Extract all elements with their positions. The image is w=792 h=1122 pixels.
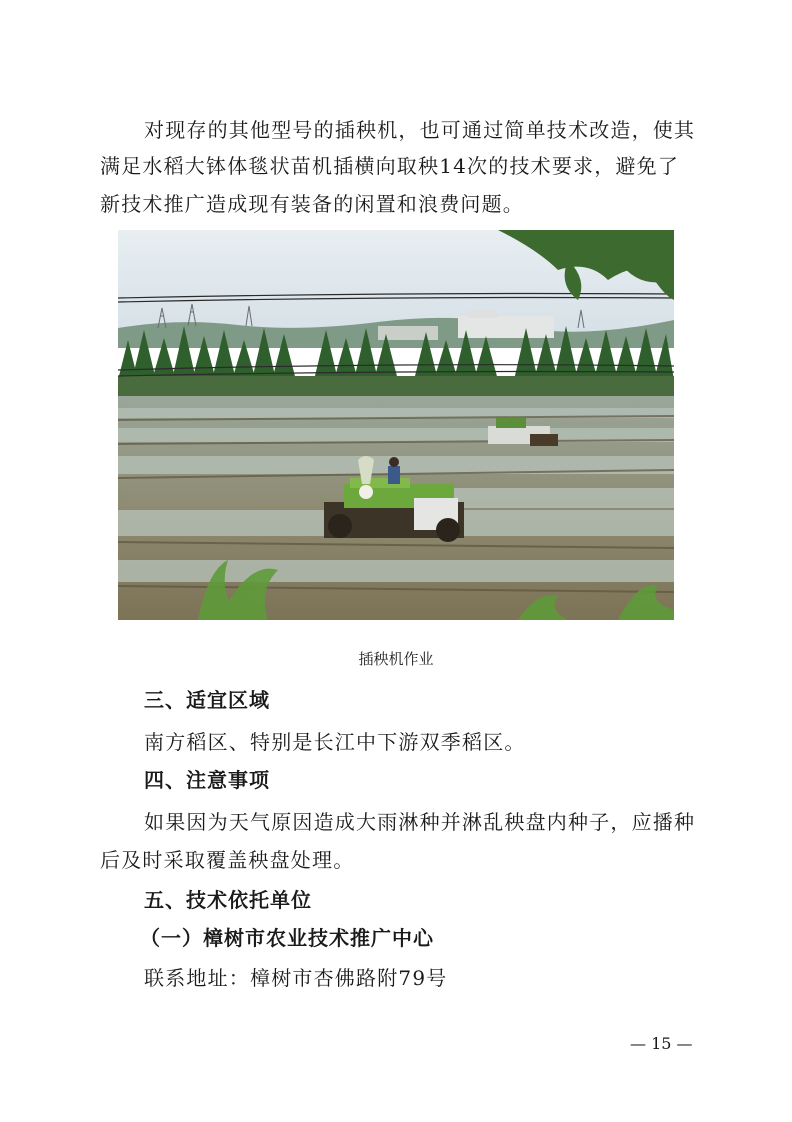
section-5-sub-1: （一）樟树市农业技术推广中心 <box>140 926 434 950</box>
figure-caption: 插秧机作业 <box>358 650 434 668</box>
section-3-heading: 三、适宜区域 <box>144 688 270 712</box>
intro-line-3: 新技术推广造成现有装备的闲置和浪费问题。 <box>100 192 524 216</box>
section-5-contact: 联系地址：樟树市杏佛路附79号 <box>144 966 448 990</box>
intro-line-2: 满足水稻大钵体毯状苗机插横向取秧14次的技术要求，避免了 <box>100 154 680 178</box>
section-4-body-line-1: 如果因为天气原因造成大雨淋种并淋乱秧盘内种子，应播种 <box>144 810 696 834</box>
section-3-body: 南方稻区、特别是长江中下游双季稻区。 <box>144 730 526 754</box>
section-4-heading: 四、注意事项 <box>144 768 270 792</box>
intro-line-1: 对现存的其他型号的插秧机，也可通过简单技术改造，使其 <box>144 118 696 142</box>
section-4-body-line-2: 后及时采取覆盖秧盘处理。 <box>100 848 355 872</box>
page-number: — 15 — <box>630 1034 693 1053</box>
photo-illustration <box>118 230 674 620</box>
rice-transplanter-photo <box>118 230 674 620</box>
section-5-heading: 五、技术依托单位 <box>144 888 312 912</box>
